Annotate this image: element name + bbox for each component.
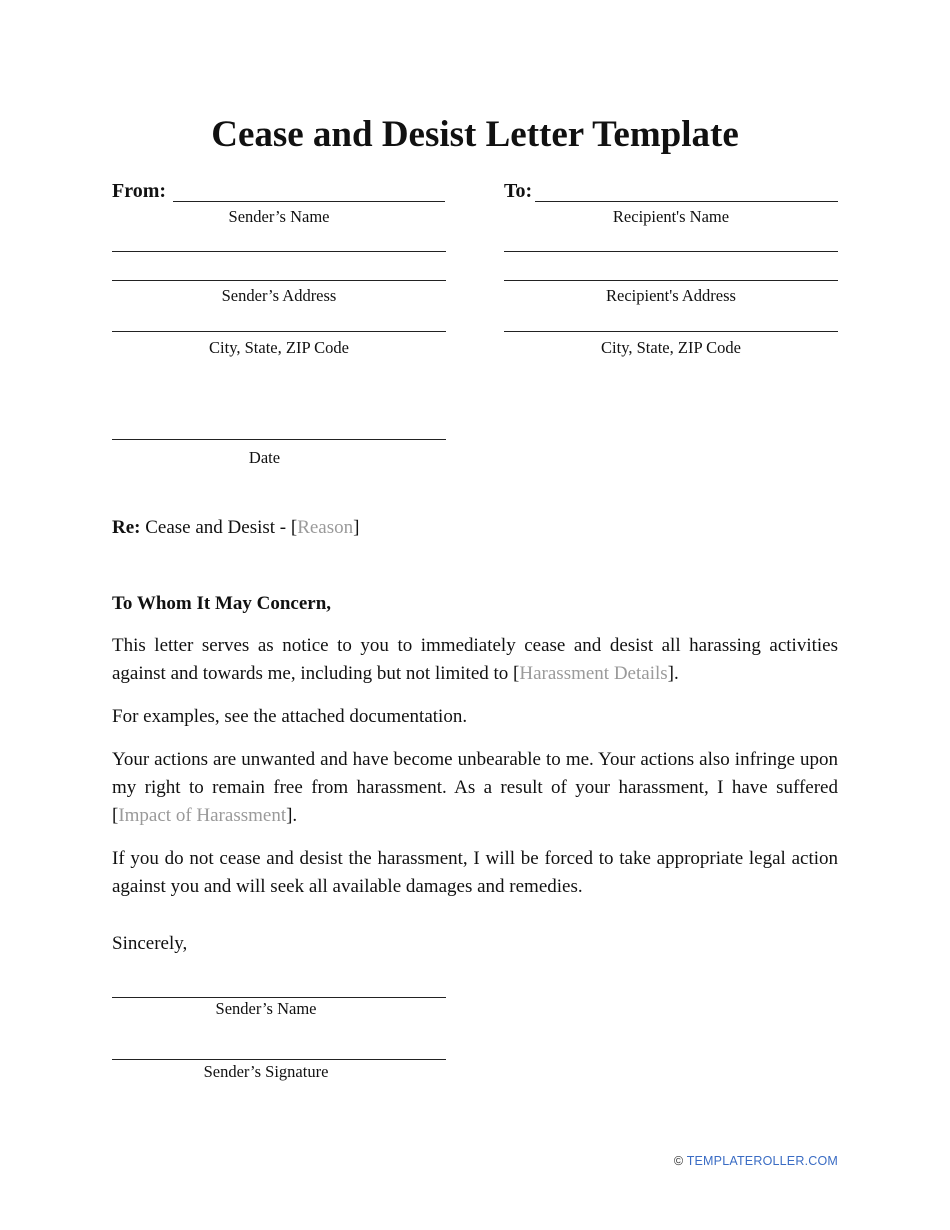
copyright-icon: © [673, 1154, 684, 1168]
from-city-line[interactable] [112, 331, 446, 332]
paragraph-3-text: Your actions are unwanted and have become unbearable to me. Your actions also infringe upon my right to remain free from harassment. As a result of your harassment, I have suffered [ [112, 749, 838, 826]
to-label: To: [504, 180, 533, 202]
signature-name-caption: Sender’s Name [215, 999, 317, 1018]
to-city-caption: City, State, ZIP Code [601, 338, 741, 357]
paragraph-2: For examples, see the attached documentation. [112, 706, 468, 727]
from-address-caption: Sender’s Address [221, 286, 337, 305]
to-name-caption: Recipient's Name [612, 207, 730, 226]
re-text: Cease and Desist - [145, 517, 291, 538]
paragraph-3 [112, 746, 838, 830]
from-address-line-2[interactable] [112, 280, 446, 281]
to-address-line-2[interactable] [504, 280, 838, 281]
document-title: Cease and Desist Letter Template [211, 114, 739, 155]
re-label: Re: [112, 517, 141, 538]
date-line[interactable] [112, 439, 446, 440]
signature-line[interactable] [112, 1059, 446, 1060]
paragraph-1-text: This letter serves as notice to you to immediately cease and desist all harassing activities against and towards me, including but not limited to [ [112, 635, 838, 684]
closing: Sincerely, [112, 933, 188, 954]
date-caption: Date [248, 448, 281, 467]
from-label: From: [112, 180, 167, 202]
footer-credit[interactable] [674, 1154, 838, 1168]
footer-brand-link[interactable]: TEMPLATEROLLER.COM [686, 1154, 838, 1168]
impact-of-harassment-placeholder[interactable]: Impact of Harassment [118, 805, 287, 826]
paragraph-1-end: ]. [667, 663, 679, 684]
from-name-caption: Sender’s Name [228, 207, 330, 226]
re-reason-placeholder[interactable]: Reason [297, 517, 354, 538]
to-name-line[interactable] [535, 201, 838, 202]
paragraph-1 [112, 632, 838, 688]
harassment-details-placeholder[interactable]: Harassment Details [519, 663, 668, 684]
salutation: To Whom It May Concern, [112, 593, 332, 614]
paragraph-3-end: ]. [286, 805, 298, 826]
to-address-caption: Recipient's Address [606, 286, 736, 305]
from-name-line[interactable] [173, 201, 445, 202]
re-bracket-close: ] [353, 517, 360, 538]
re-bracket-open: [ [290, 517, 298, 538]
paragraph-4: If you do not cease and desist the harassment, I will be forced to take appropriate legal action against you and will seek all available damages and remedies. [112, 848, 838, 897]
from-address-line-1[interactable] [112, 251, 446, 252]
signature-name-line[interactable] [112, 997, 446, 998]
to-address-line-1[interactable] [504, 251, 838, 252]
to-city-line[interactable] [504, 331, 838, 332]
re-line [112, 514, 359, 542]
from-city-caption: City, State, ZIP Code [209, 338, 349, 357]
signature-caption: Sender’s Signature [203, 1062, 329, 1081]
